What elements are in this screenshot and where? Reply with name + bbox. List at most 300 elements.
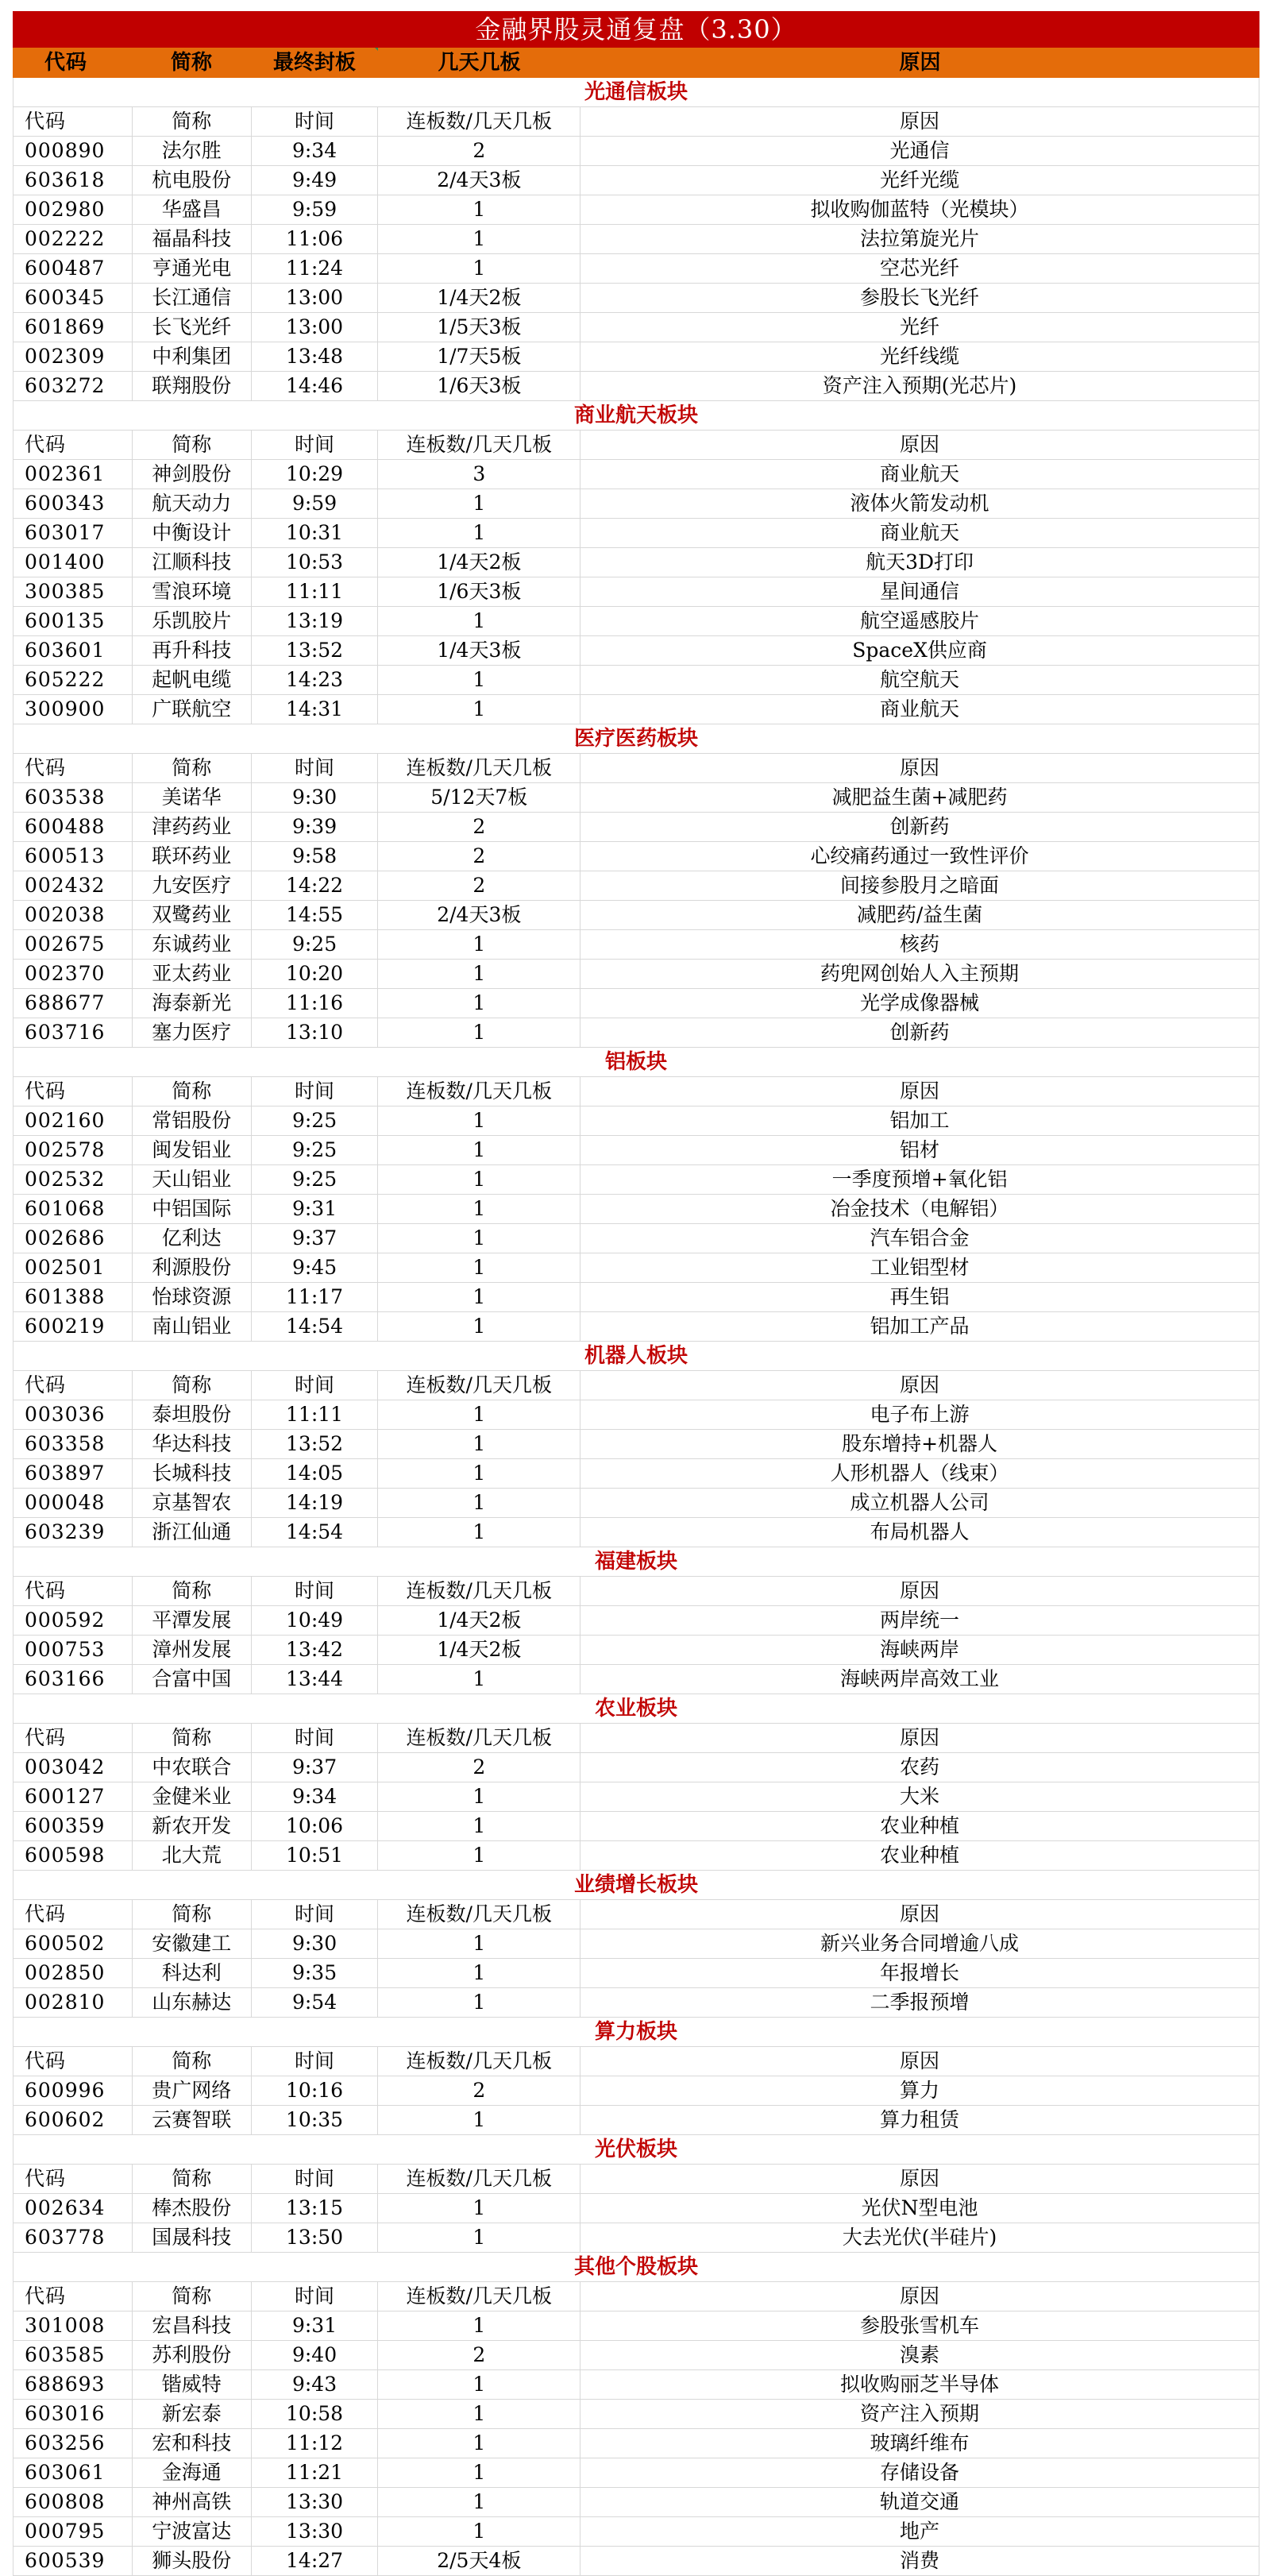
section-title[interactable]: 业绩增长板块 xyxy=(14,1871,1259,1900)
column-header-reason[interactable]: 原因 xyxy=(900,2167,940,2190)
cell-boards[interactable]: 1 xyxy=(378,1929,580,1958)
column-header-code[interactable]: 代码 xyxy=(14,1577,133,1605)
cell-reason[interactable]: 航空航天 xyxy=(880,668,960,691)
cell-time[interactable]: 10:35 xyxy=(252,2106,379,2134)
column-header-name[interactable]: 简称 xyxy=(133,2047,252,2076)
cell-time[interactable]: 9:59 xyxy=(252,195,379,224)
cell-code[interactable]: 000753 xyxy=(14,1636,133,1664)
cell-name[interactable]: 怡球资源 xyxy=(133,1283,252,1311)
cell-time[interactable]: 9:31 xyxy=(252,1195,379,1223)
cell-reason[interactable]: 算力租赁 xyxy=(880,2108,960,2131)
cell-boards[interactable]: 1/6天3板 xyxy=(378,372,580,400)
cell-boards[interactable]: 2/4天3板 xyxy=(378,901,580,929)
cell-boards[interactable]: 1/4天2板 xyxy=(378,1606,580,1635)
cell-time[interactable]: 13:00 xyxy=(252,313,379,342)
cell-reason[interactable]: 参股张雪机车 xyxy=(860,2314,980,2337)
cell-boards[interactable]: 1/6天3板 xyxy=(378,577,580,606)
cell-boards[interactable]: 2 xyxy=(378,137,580,165)
cell-time[interactable]: 10:20 xyxy=(252,960,379,988)
cell-name[interactable]: 雪浪环境 xyxy=(133,577,252,606)
cell-time[interactable]: 9:31 xyxy=(252,2311,379,2340)
cell-name[interactable]: 广联航空 xyxy=(133,695,252,724)
cell-name[interactable]: 宏昌科技 xyxy=(133,2311,252,2340)
cell-code[interactable]: 601068 xyxy=(14,1195,133,1223)
cell-name[interactable]: 亿利达 xyxy=(133,1224,252,1253)
cell-time[interactable]: 9:34 xyxy=(252,1782,379,1811)
cell-reason[interactable]: SpaceX供应商 xyxy=(852,639,987,662)
cell-reason[interactable]: 铝加工 xyxy=(889,1109,950,1132)
cell-time[interactable]: 14:05 xyxy=(252,1459,379,1488)
column-header-name[interactable]: 简称 xyxy=(133,754,252,782)
cell-name[interactable]: 起帆电缆 xyxy=(133,666,252,694)
cell-name[interactable]: 中农联合 xyxy=(133,1753,252,1782)
cell-code[interactable]: 002850 xyxy=(14,1959,133,1987)
cell-name[interactable]: 长城科技 xyxy=(133,1459,252,1488)
cell-reason[interactable]: 农业种植 xyxy=(880,1814,960,1837)
cell-boards[interactable]: 1/4天3板 xyxy=(378,636,580,665)
column-header-reason[interactable]: 原因 xyxy=(900,1579,940,1602)
cell-name[interactable]: 法尔胜 xyxy=(133,137,252,165)
column-header-name[interactable]: 简称 xyxy=(133,1577,252,1605)
cell-reason[interactable]: 工业铝型材 xyxy=(870,1256,970,1279)
cell-name[interactable]: 亨通光电 xyxy=(133,254,252,283)
cell-code[interactable]: 002432 xyxy=(14,871,133,900)
cell-code[interactable]: 002578 xyxy=(14,1136,133,1164)
cell-time[interactable]: 13:00 xyxy=(252,284,379,312)
cell-code[interactable]: 600808 xyxy=(14,2488,133,2516)
cell-name[interactable]: 合富中国 xyxy=(133,1665,252,1694)
cell-reason[interactable]: 电子布上游 xyxy=(870,1403,970,1426)
cell-boards[interactable]: 2/4天3板 xyxy=(378,166,580,195)
cell-name[interactable]: 棒杰股份 xyxy=(133,2194,252,2223)
cell-time[interactable]: 14:22 xyxy=(252,871,379,900)
cell-name[interactable]: 南山铝业 xyxy=(133,1312,252,1341)
cell-time[interactable]: 11:11 xyxy=(252,1400,379,1429)
cell-code[interactable]: 003042 xyxy=(14,1753,133,1782)
cell-name[interactable]: 江顺科技 xyxy=(133,548,252,577)
cell-code[interactable]: 688693 xyxy=(14,2370,133,2399)
cell-reason[interactable]: 轨道交通 xyxy=(880,2490,960,2513)
cell-name[interactable]: 贵广网络 xyxy=(133,2076,252,2105)
cell-code[interactable]: 600602 xyxy=(14,2106,133,2134)
column-header-boards[interactable]: 连板数/几天几板 xyxy=(378,2047,580,2076)
cell-code[interactable]: 000795 xyxy=(14,2517,133,2546)
column-header-name[interactable]: 简称 xyxy=(133,431,252,459)
cell-reason[interactable]: 年报增长 xyxy=(880,1961,960,1984)
cell-boards[interactable]: 1 xyxy=(378,1195,580,1223)
cell-time[interactable]: 13:42 xyxy=(252,1636,379,1664)
cell-boards[interactable]: 1 xyxy=(378,2517,580,2546)
cell-time[interactable]: 9:58 xyxy=(252,842,379,871)
cell-time[interactable]: 13:19 xyxy=(252,607,379,635)
cell-reason[interactable]: 铝加工产品 xyxy=(870,1315,970,1338)
cell-code[interactable]: 002222 xyxy=(14,225,133,253)
cell-code[interactable]: 002038 xyxy=(14,901,133,929)
cell-code[interactable]: 002370 xyxy=(14,960,133,988)
column-header-time[interactable]: 时间 xyxy=(252,1577,379,1605)
cell-time[interactable]: 10:58 xyxy=(252,2400,379,2428)
cell-code[interactable]: 002686 xyxy=(14,1224,133,1253)
column-header-time[interactable]: 时间 xyxy=(252,1077,379,1106)
cell-boards[interactable]: 1 xyxy=(378,1518,580,1547)
column-header-time[interactable]: 时间 xyxy=(252,1900,379,1929)
cell-time[interactable]: 9:35 xyxy=(252,1959,379,1987)
cell-boards[interactable]: 1/7天5板 xyxy=(378,342,580,371)
cell-reason[interactable]: 冶金技术（电解铝） xyxy=(830,1197,1009,1220)
column-header-time[interactable]: 时间 xyxy=(252,754,379,782)
cell-reason[interactable]: 存储设备 xyxy=(880,2461,960,2484)
cell-boards[interactable]: 1 xyxy=(378,930,580,959)
cell-reason[interactable]: 汽车铝合金 xyxy=(870,1226,970,1249)
cell-reason[interactable]: 人形机器人（线束） xyxy=(830,1462,1009,1485)
column-header-code[interactable]: 代码 xyxy=(14,2282,133,2311)
cell-time[interactable]: 9:30 xyxy=(252,1929,379,1958)
cell-reason[interactable]: 溴素 xyxy=(900,2343,940,2366)
cell-reason[interactable]: 法拉第旋光片 xyxy=(860,227,980,250)
cell-boards[interactable]: 1 xyxy=(378,2370,580,2399)
cell-name[interactable]: 宏和科技 xyxy=(133,2429,252,2458)
cell-time[interactable]: 13:52 xyxy=(252,1430,379,1458)
cell-name[interactable]: 苏利股份 xyxy=(133,2341,252,2369)
cell-boards[interactable]: 1 xyxy=(378,607,580,635)
cell-name[interactable]: 亚太药业 xyxy=(133,960,252,988)
cell-time[interactable]: 11:16 xyxy=(252,989,379,1018)
column-header-reason[interactable]: 原因 xyxy=(900,756,940,779)
cell-reason[interactable]: 大去光伏(半硅片) xyxy=(842,2226,997,2249)
cell-name[interactable]: 神剑股份 xyxy=(133,460,252,489)
cell-boards[interactable]: 1 xyxy=(378,1253,580,1282)
column-header-time[interactable]: 时间 xyxy=(252,2047,379,2076)
cell-reason[interactable]: 两岸统一 xyxy=(880,1609,960,1632)
cell-time[interactable]: 10:53 xyxy=(252,548,379,577)
cell-time[interactable]: 9:43 xyxy=(252,2370,379,2399)
cell-code[interactable]: 002361 xyxy=(14,460,133,489)
cell-code[interactable]: 002810 xyxy=(14,1988,133,2017)
cell-name[interactable]: 杭电股份 xyxy=(133,166,252,195)
cell-boards[interactable]: 2 xyxy=(378,813,580,841)
cell-name[interactable]: 狮头股份 xyxy=(133,2547,252,2575)
column-header-time[interactable]: 时间 xyxy=(252,107,379,136)
cell-code[interactable]: 301008 xyxy=(14,2311,133,2340)
cell-reason[interactable]: 一季度预增+氧化铝 xyxy=(831,1168,1008,1191)
cell-code[interactable]: 300900 xyxy=(14,695,133,724)
cell-boards[interactable]: 1 xyxy=(378,489,580,518)
cell-time[interactable]: 13:50 xyxy=(252,2223,379,2252)
cell-code[interactable]: 603166 xyxy=(14,1665,133,1694)
cell-code[interactable]: 603017 xyxy=(14,519,133,547)
cell-name[interactable]: 福晶科技 xyxy=(133,225,252,253)
cell-code[interactable]: 001400 xyxy=(14,548,133,577)
cell-reason[interactable]: 农业种植 xyxy=(880,1844,960,1867)
cell-reason[interactable]: 资产注入预期 xyxy=(860,2402,980,2425)
column-header-code[interactable]: 代码 xyxy=(14,754,133,782)
cell-boards[interactable]: 1 xyxy=(378,989,580,1018)
cell-boards[interactable]: 1/4天2板 xyxy=(378,284,580,312)
cell-boards[interactable]: 1 xyxy=(378,666,580,694)
cell-time[interactable]: 10:51 xyxy=(252,1841,379,1870)
cell-name[interactable]: 京基智农 xyxy=(133,1489,252,1517)
cell-name[interactable]: 航天动力 xyxy=(133,489,252,518)
cell-time[interactable]: 9:25 xyxy=(252,930,379,959)
cell-code[interactable]: 600345 xyxy=(14,284,133,312)
cell-code[interactable]: 600539 xyxy=(14,2547,133,2575)
column-header-name[interactable]: 简称 xyxy=(133,1900,252,1929)
cell-time[interactable]: 13:52 xyxy=(252,636,379,665)
column-header-reason[interactable]: 原因 xyxy=(900,433,940,456)
cell-boards[interactable]: 1 xyxy=(378,695,580,724)
cell-reason[interactable]: 拟收购丽芝半导体 xyxy=(840,2373,1000,2396)
cell-boards[interactable]: 2 xyxy=(378,2076,580,2105)
cell-code[interactable]: 603897 xyxy=(14,1459,133,1488)
cell-time[interactable]: 13:44 xyxy=(252,1665,379,1694)
cell-name[interactable]: 再升科技 xyxy=(133,636,252,665)
cell-code[interactable]: 000890 xyxy=(14,137,133,165)
cell-reason[interactable]: 铝材 xyxy=(900,1138,940,1161)
section-title[interactable]: 光通信板块 xyxy=(14,78,1259,107)
cell-reason[interactable]: 减肥药/益生菌 xyxy=(856,903,983,926)
cell-name[interactable]: 中利集团 xyxy=(133,342,252,371)
cell-boards[interactable]: 1 xyxy=(378,1782,580,1811)
cell-code[interactable]: 600135 xyxy=(14,607,133,635)
cell-code[interactable]: 002675 xyxy=(14,930,133,959)
cell-boards[interactable]: 1 xyxy=(378,2194,580,2223)
cell-name[interactable]: 金健米业 xyxy=(133,1782,252,1811)
cell-boards[interactable]: 1 xyxy=(378,2458,580,2487)
header-reason[interactable]: 原因 xyxy=(899,51,941,75)
cell-reason[interactable]: 商业航天 xyxy=(880,462,960,485)
cell-code[interactable]: 603239 xyxy=(14,1518,133,1547)
cell-boards[interactable]: 1 xyxy=(378,1224,580,1253)
cell-time[interactable]: 9:25 xyxy=(252,1106,379,1135)
cell-time[interactable]: 11:21 xyxy=(252,2458,379,2487)
cell-code[interactable]: 601869 xyxy=(14,313,133,342)
column-header-boards[interactable]: 连板数/几天几板 xyxy=(378,431,580,459)
cell-reason[interactable]: 光纤 xyxy=(900,315,940,338)
cell-name[interactable]: 联翔股份 xyxy=(133,372,252,400)
cell-reason[interactable]: 大米 xyxy=(900,1785,940,1808)
column-header-name[interactable]: 简称 xyxy=(133,107,252,136)
cell-time[interactable]: 14:19 xyxy=(252,1489,379,1517)
cell-boards[interactable]: 1 xyxy=(378,1812,580,1840)
column-header-code[interactable]: 代码 xyxy=(14,1724,133,1752)
cell-code[interactable]: 002532 xyxy=(14,1165,133,1194)
cell-time[interactable]: 13:48 xyxy=(252,342,379,371)
cell-boards[interactable]: 1 xyxy=(378,1283,580,1311)
cell-code[interactable]: 002501 xyxy=(14,1253,133,1282)
cell-reason[interactable]: 算力 xyxy=(900,2079,940,2102)
cell-boards[interactable]: 1 xyxy=(378,1959,580,1987)
cell-time[interactable]: 10:16 xyxy=(252,2076,379,2105)
cell-time[interactable]: 11:06 xyxy=(252,225,379,253)
column-header-name[interactable]: 简称 xyxy=(133,1371,252,1400)
cell-name[interactable]: 新宏泰 xyxy=(133,2400,252,2428)
section-title[interactable]: 福建板块 xyxy=(14,1547,1259,1577)
column-header-boards[interactable]: 连板数/几天几板 xyxy=(378,2165,580,2193)
cell-name[interactable]: 神州高铁 xyxy=(133,2488,252,2516)
cell-time[interactable]: 9:25 xyxy=(252,1136,379,1164)
cell-boards[interactable]: 1 xyxy=(378,1165,580,1194)
cell-time[interactable]: 10:29 xyxy=(252,460,379,489)
cell-name[interactable]: 塞力医疗 xyxy=(133,1018,252,1047)
column-header-time[interactable]: 时间 xyxy=(252,2282,379,2311)
cell-time[interactable]: 14:31 xyxy=(252,695,379,724)
cell-reason[interactable]: 光通信 xyxy=(889,139,950,162)
cell-time[interactable]: 11:24 xyxy=(252,254,379,283)
cell-name[interactable]: 华盛昌 xyxy=(133,195,252,224)
cell-reason[interactable]: 光纤线缆 xyxy=(880,345,960,368)
cell-reason[interactable]: 空芯光纤 xyxy=(880,257,960,280)
column-header-reason[interactable]: 原因 xyxy=(900,2284,940,2308)
cell-reason[interactable]: 创新药 xyxy=(889,1021,950,1044)
cell-name[interactable]: 新农开发 xyxy=(133,1812,252,1840)
cell-reason[interactable]: 新兴业务合同增逾八成 xyxy=(820,1932,1020,1955)
cell-boards[interactable]: 1/4天2板 xyxy=(378,1636,580,1664)
cell-name[interactable]: 漳州发展 xyxy=(133,1636,252,1664)
cell-boards[interactable]: 1 xyxy=(378,1665,580,1694)
cell-time[interactable]: 13:10 xyxy=(252,1018,379,1047)
cell-name[interactable]: 天山铝业 xyxy=(133,1165,252,1194)
column-header-boards[interactable]: 连板数/几天几板 xyxy=(378,1577,580,1605)
cell-time[interactable]: 9:59 xyxy=(252,489,379,518)
cell-name[interactable]: 东诚药业 xyxy=(133,930,252,959)
cell-boards[interactable]: 1 xyxy=(378,2488,580,2516)
column-header-boards[interactable]: 连板数/几天几板 xyxy=(378,1724,580,1752)
cell-code[interactable]: 002160 xyxy=(14,1106,133,1135)
column-header-code[interactable]: 代码 xyxy=(14,431,133,459)
cell-boards[interactable]: 1 xyxy=(378,1400,580,1429)
cell-reason[interactable]: 玻璃纤维布 xyxy=(870,2431,970,2454)
cell-boards[interactable]: 1/5天3板 xyxy=(378,313,580,342)
cell-code[interactable]: 603716 xyxy=(14,1018,133,1047)
cell-boards[interactable]: 1 xyxy=(378,2400,580,2428)
cell-code[interactable]: 603601 xyxy=(14,636,133,665)
cell-time[interactable]: 10:49 xyxy=(252,1606,379,1635)
cell-reason[interactable]: 间接参股月之暗面 xyxy=(840,874,1000,897)
cell-boards[interactable]: 1 xyxy=(378,1018,580,1047)
header-code[interactable]: 代码 xyxy=(44,51,88,75)
column-header-name[interactable]: 简称 xyxy=(133,2165,252,2193)
column-header-time[interactable]: 时间 xyxy=(252,2165,379,2193)
cell-code[interactable]: 002980 xyxy=(14,195,133,224)
cell-boards[interactable]: 1 xyxy=(378,225,580,253)
cell-time[interactable]: 13:15 xyxy=(252,2194,379,2223)
cell-code[interactable]: 600502 xyxy=(14,1929,133,1958)
column-header-reason[interactable]: 原因 xyxy=(900,1726,940,1749)
cell-reason[interactable]: 减肥益生菌+减肥药 xyxy=(831,786,1008,809)
cell-boards[interactable]: 2 xyxy=(378,871,580,900)
cell-name[interactable]: 宁波富达 xyxy=(133,2517,252,2546)
column-header-time[interactable]: 时间 xyxy=(252,431,379,459)
cell-reason[interactable]: 星间通信 xyxy=(880,580,960,603)
cell-code[interactable]: 002309 xyxy=(14,342,133,371)
cell-code[interactable]: 003036 xyxy=(14,1400,133,1429)
cell-reason[interactable]: 再生铝 xyxy=(889,1285,950,1308)
cell-reason[interactable]: 二季报预增 xyxy=(870,1991,970,2014)
section-title[interactable]: 其他个股板块 xyxy=(14,2253,1259,2282)
cell-code[interactable]: 600359 xyxy=(14,1812,133,1840)
cell-boards[interactable]: 1 xyxy=(378,195,580,224)
cell-code[interactable]: 600343 xyxy=(14,489,133,518)
cell-time[interactable]: 10:06 xyxy=(252,1812,379,1840)
cell-boards[interactable]: 2 xyxy=(378,1753,580,1782)
cell-time[interactable]: 14:27 xyxy=(252,2547,379,2575)
cell-boards[interactable]: 2 xyxy=(378,842,580,871)
cell-reason[interactable]: 光伏N型电池 xyxy=(861,2196,978,2219)
column-header-boards[interactable]: 连板数/几天几板 xyxy=(378,754,580,782)
cell-boards[interactable]: 2/5天4板 xyxy=(378,2547,580,2575)
cell-code[interactable]: 605222 xyxy=(14,666,133,694)
column-header-time[interactable]: 时间 xyxy=(252,1371,379,1400)
cell-reason[interactable]: 核药 xyxy=(900,933,940,956)
cell-name[interactable]: 九安医疗 xyxy=(133,871,252,900)
cell-code[interactable]: 603538 xyxy=(14,783,133,812)
cell-reason[interactable]: 液体火箭发动机 xyxy=(850,492,989,515)
cell-reason[interactable]: 资产注入预期(光芯片) xyxy=(822,374,1017,397)
column-header-reason[interactable]: 原因 xyxy=(900,1373,940,1396)
cell-boards[interactable]: 1 xyxy=(378,2311,580,2340)
cell-time[interactable]: 9:45 xyxy=(252,1253,379,1282)
cell-time[interactable]: 9:54 xyxy=(252,1988,379,2017)
cell-name[interactable]: 金海通 xyxy=(133,2458,252,2487)
cell-name[interactable]: 长江通信 xyxy=(133,284,252,312)
cell-code[interactable]: 603585 xyxy=(14,2341,133,2369)
cell-time[interactable]: 14:54 xyxy=(252,1312,379,1341)
cell-boards[interactable]: 1 xyxy=(378,2429,580,2458)
header-name[interactable]: 简称 xyxy=(170,51,212,75)
cell-code[interactable]: 603256 xyxy=(14,2429,133,2458)
cell-code[interactable]: 600598 xyxy=(14,1841,133,1870)
cell-reason[interactable]: 创新药 xyxy=(889,815,950,838)
cell-time[interactable]: 9:34 xyxy=(252,137,379,165)
column-header-name[interactable]: 简称 xyxy=(133,1724,252,1752)
cell-code[interactable]: 000048 xyxy=(14,1489,133,1517)
cell-boards[interactable]: 1 xyxy=(378,960,580,988)
cell-name[interactable]: 联环药业 xyxy=(133,842,252,871)
cell-time[interactable]: 14:54 xyxy=(252,1518,379,1547)
cell-name[interactable]: 津药药业 xyxy=(133,813,252,841)
cell-boards[interactable]: 1 xyxy=(378,1988,580,2017)
cell-boards[interactable]: 1 xyxy=(378,2106,580,2134)
cell-time[interactable]: 9:39 xyxy=(252,813,379,841)
cell-name[interactable]: 闽发铝业 xyxy=(133,1136,252,1164)
cell-time[interactable]: 9:37 xyxy=(252,1753,379,1782)
cell-code[interactable]: 600488 xyxy=(14,813,133,841)
cell-reason[interactable]: 商业航天 xyxy=(880,521,960,544)
cell-boards[interactable]: 1 xyxy=(378,1841,580,1870)
cell-code[interactable]: 300385 xyxy=(14,577,133,606)
header-boards[interactable]: 几天几板 xyxy=(438,51,521,75)
cell-boards[interactable]: 1 xyxy=(378,1489,580,1517)
cell-time[interactable]: 14:23 xyxy=(252,666,379,694)
section-title[interactable]: 机器人板块 xyxy=(14,1342,1259,1371)
cell-reason[interactable]: 成立机器人公司 xyxy=(850,1491,989,1514)
cell-name[interactable]: 中衡设计 xyxy=(133,519,252,547)
cell-reason[interactable]: 海峡两岸高效工业 xyxy=(840,1667,1000,1690)
cell-code[interactable]: 000592 xyxy=(14,1606,133,1635)
cell-boards[interactable]: 1 xyxy=(378,1106,580,1135)
cell-name[interactable]: 中铝国际 xyxy=(133,1195,252,1223)
section-title[interactable]: 算力板块 xyxy=(14,2018,1259,2047)
column-header-code[interactable]: 代码 xyxy=(14,1077,133,1106)
cell-code[interactable]: 603358 xyxy=(14,1430,133,1458)
cell-code[interactable]: 603618 xyxy=(14,166,133,195)
cell-code[interactable]: 600127 xyxy=(14,1782,133,1811)
cell-code[interactable]: 603061 xyxy=(14,2458,133,2487)
cell-time[interactable]: 14:55 xyxy=(252,901,379,929)
cell-time[interactable]: 9:30 xyxy=(252,783,379,812)
cell-name[interactable]: 北大荒 xyxy=(133,1841,252,1870)
cell-name[interactable]: 浙江仙通 xyxy=(133,1518,252,1547)
